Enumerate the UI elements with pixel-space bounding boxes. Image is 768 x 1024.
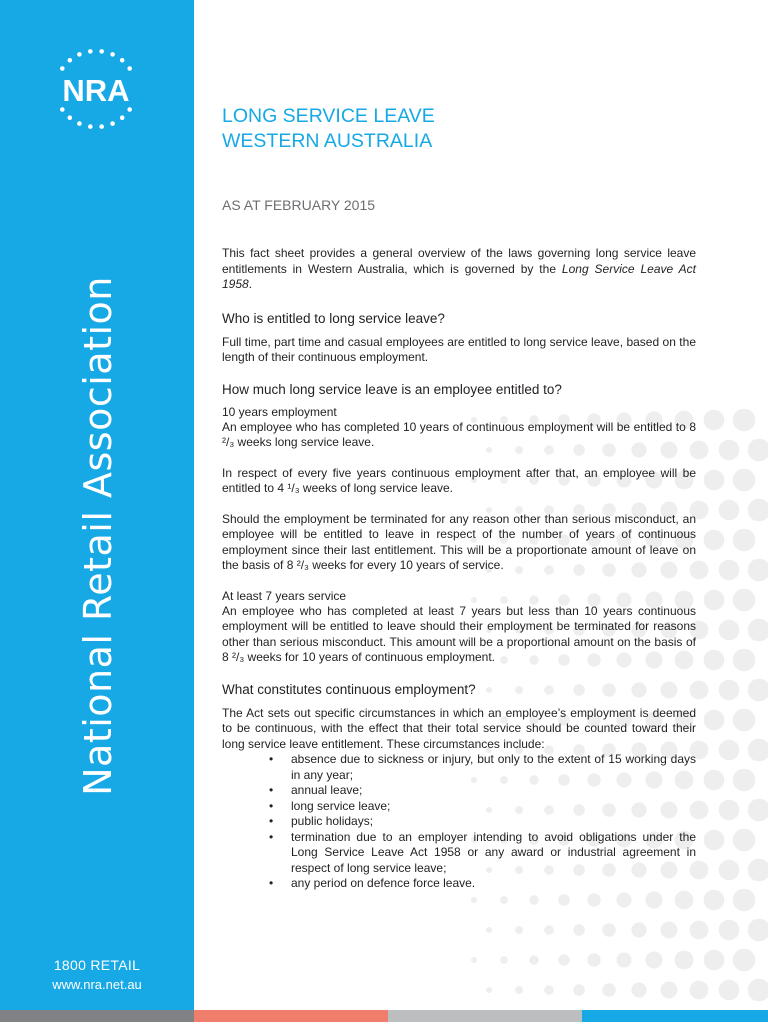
phone-number: 1800 RETAIL [53,957,141,973]
background-dot [704,830,725,851]
heading-how-much: How much long service leave is an employee entitled to? [222,381,562,397]
logo-dot [68,58,73,63]
background-dot [719,620,740,641]
background-dot [558,954,570,966]
logo-dot [110,121,115,126]
intro-text: This fact sheet provides a general overview of the laws governing long service leave entitlements in Western Australia, which is governed by the [222,246,696,276]
nra-logo [47,44,145,134]
list-item: • termination due to an employer intending to avoid obligations under the Long Service Leave Act 1958 or any award or industrial agreement in respect of long service leave; [222,830,696,877]
background-dot [500,956,508,964]
background-dot [704,770,725,791]
background-dot [748,739,768,762]
background-dot [719,680,740,701]
heading-continuous-employment: What constitutes continuous employment? [222,681,476,697]
logo-dot [99,124,104,129]
background-dot [748,679,768,702]
background-dot [733,949,756,972]
logo-dot [68,115,73,120]
background-dot [631,982,646,997]
background-dot [733,709,756,732]
background-dot [529,895,539,905]
paragraph-continuous-employment: The Act sets out specific circumstances in which an employee’s employment is deemed to be continuous, with the effect that their total service should be counted toward their long service leave entitlement. These circumstances include: [222,705,696,751]
background-dot [704,890,725,911]
background-dot [704,410,725,431]
background-dot [544,925,554,935]
org-name-vertical: National Retail Association [76,276,120,796]
background-dot [486,927,492,933]
background-dot [704,710,725,731]
title-line-2: WESTERN AUSTRALIA [222,130,433,152]
background-dot [748,859,768,882]
paragraph-10-years-b: In respect of every five years continuous employment after that, an employee will be entitled to 4 ¹/₃ weeks of long service leave. [222,465,696,495]
background-dot [587,953,600,966]
background-dot [587,893,600,906]
logo-dot [110,52,115,57]
background-dot [733,769,756,792]
list-item: • annual leave; [222,783,696,799]
title-line-1: LONG SERVICE LEAVE [222,105,435,127]
background-dot [719,980,740,1001]
background-dot [690,921,709,940]
background-dot [616,952,631,967]
footer-bar-grey [0,1010,194,1022]
background-dot [573,924,585,936]
website-url: www.nra.net.au [52,977,142,992]
background-dot [529,955,539,965]
background-dot [602,923,615,936]
background-dot [631,922,646,937]
background-dot [616,892,631,907]
circumstances-list [222,752,696,892]
background-dot [675,951,694,970]
list-item: • any period on defence force leave. [222,876,696,892]
background-dot [661,982,678,999]
footer-bar-coral [194,1010,388,1022]
background-dot [515,926,523,934]
list-item: • public holidays; [222,814,696,830]
document-title [222,104,696,154]
background-dot [748,559,768,582]
footer-color-bars [0,1010,768,1024]
background-dot [646,892,663,909]
background-dot [704,470,725,491]
logo-dot [120,115,125,120]
background-dot [471,957,477,963]
background-dot [719,500,740,521]
background-dot [733,649,756,672]
logo-text: NRA [62,73,130,108]
paragraph-10-years-c: Should the employment be terminated for any reason other than serious misconduct, an employee will be entitled to leave in respect of the number of years of continuous employment since their last entitlement. This will be a proportionate amount of leave on the basis of 8 ²/₃ weeks for every 10 years of service. [222,511,696,572]
background-dot [558,894,570,906]
background-dot [661,922,678,939]
subheading-7-years: At least 7 years service [222,588,347,603]
background-dot [748,619,768,642]
logo-dot [120,58,125,63]
background-dot [719,860,740,881]
logo-dot [88,124,93,129]
footer-bar-blue [582,1010,768,1022]
background-dot [733,589,756,612]
intro-paragraph [222,246,696,293]
background-dot [733,829,756,852]
background-dot [719,920,740,941]
logo-dot [77,121,82,126]
intro-act-name: Long Service Leave Act 1958 [222,261,696,291]
background-dot [748,439,768,462]
background-dot [748,499,768,522]
background-dot [471,897,477,903]
background-dot [719,560,740,581]
background-dot [602,983,615,996]
background-dot [719,440,740,461]
background-dot [719,740,740,761]
background-dot [733,409,756,432]
logo-dot [127,66,132,71]
paragraph-7-years: An employee who has completed at least 7 years but less than 10 years continuous employment will be entitled to leave should their employment be terminated for reasons other than serious misconduct. This amount will be a proportional amount on the basis of 8 ²/₃ weeks for 10 years of continuous employment. [222,603,696,664]
intro-end: . [248,277,253,291]
background-dot [573,984,585,996]
background-dot [704,650,725,671]
logo-dot [60,66,65,71]
logo-dot [77,52,82,57]
logo-dot [99,49,104,54]
subheading-10-years: 10 years employment [222,404,337,419]
background-dot [704,530,725,551]
sidebar [0,0,194,1010]
list-item: • long service leave; [222,799,696,815]
logo-dot [88,49,93,54]
background-dot [748,979,768,1002]
paragraph-who-entitled: Full time, part time and casual employees are entitled to long service leave, based on the length of their continuous employment. [222,334,696,364]
background-dot [733,529,756,552]
background-dot [733,469,756,492]
background-dot [515,986,523,994]
background-dot [690,981,709,1000]
document-body [222,104,696,892]
background-dot [675,891,694,910]
background-dot [486,987,492,993]
background-dot [646,952,663,969]
background-dot [719,800,740,821]
heading-who-entitled: Who is entitled to long service leave? [222,310,445,326]
background-dot [748,799,768,822]
document-date: AS AT FEBRUARY 2015 [222,197,376,213]
background-dot [748,919,768,942]
background-dot [733,889,756,912]
background-dot [704,590,725,611]
background-dot [704,950,725,971]
background-dot [500,896,508,904]
list-item: • absence due to sickness or injury, but only to the extent of 15 working days in any year; [222,752,696,783]
paragraph-10-years-a: An employee who has completed 10 years of continuous employment will be entitled to 8 ²/₃ weeks long service leave. [222,419,696,449]
background-dot [544,985,554,995]
footer-bar-light-grey [388,1010,582,1022]
nra-logo-mark [47,44,145,134]
